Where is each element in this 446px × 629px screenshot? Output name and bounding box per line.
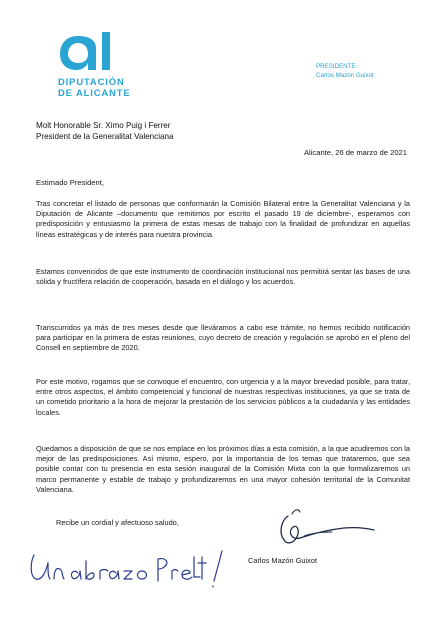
org-name-line2: DE ALICANTE bbox=[58, 87, 131, 98]
sender-role-name: Carlos Mazón Guixot bbox=[316, 72, 374, 79]
org-name-line1: DIPUTACIÓN bbox=[58, 76, 125, 87]
recipient-line2: President de la Generalitat Valenciana bbox=[36, 131, 174, 141]
handwritten-note-text: Un abrazo Presidente! bbox=[26, 541, 36, 542]
diputacion-logo-icon bbox=[58, 30, 128, 74]
org-name bbox=[58, 76, 131, 98]
handwritten-note-icon bbox=[26, 541, 236, 593]
letter-date: Alicante, 26 de marzo de 2021 bbox=[303, 148, 407, 157]
paragraph-2: Estamos convencidos de que este instrumento de coordinación institucional nos permitirá sentar las bases de una sólida y fructífera relación de cooperación, basada en el diálogo y los acuerdos. bbox=[36, 267, 410, 287]
sender-role: PRESIDENTE bbox=[316, 63, 356, 70]
recipient-block bbox=[36, 121, 174, 142]
recipient-line1: Molt Honorable Sr. Ximo Puig i Ferrer bbox=[36, 121, 171, 130]
paragraph-5: Quedamos a disposición de que se nos emplace en los próximos días a esta comisión, a la que acudiremos con la mejor de las predisposiciones. Así mismo, espero, por la importancia de los temas que trataremos, que sea posible contar con tu presencia en esta sesión inaugural de la Comisión Mixta con la que formalizaremos un marco permanente y estable de trabajo y profundizaremos en una mayor cohesión territorial de la Comunitat Valenciana. bbox=[36, 444, 410, 494]
sender-role-block bbox=[316, 62, 374, 80]
salutation: Estimado President, bbox=[36, 178, 104, 187]
paragraph-3: Transcurridos ya más de tres meses desde que lleváramos a cabo ese trámite, no hemos recibido notificación para participar en la primera de estas reuniones, cuyo decreto de creación y regulación se aprobó en el pleno del Consell en septiembre de 2020. bbox=[36, 323, 410, 353]
signature-icon bbox=[252, 506, 382, 558]
paragraph-1: Tras concretar el listado de personas que conformarán la Comisión Bilateral entre la Generalitat Valenciana y la Diputación de Alicante –documento que remitimos por escrito el pasado 19 de diciembre-, esperamos con predisposición y entusiasmo la primera de estas mesas de trabajo con la finalidad de profundizar en aquellas líneas estratégicas y de interés para nuestra provincia. bbox=[36, 199, 410, 239]
signature-name: Carlos Mazón Guixot bbox=[248, 556, 318, 565]
paragraph-4: Por este motivo, rogamos que se convoque el encuentro, con urgencia y a la mayor brevedad posible, para tratar, entre otros aspectos, el ámbito competencial y funcional de nuestras respectivas instituciones, ya que se trata de un cometido prioritario a la hora de mejorar la prestación de los servicios públicos a la ciudadanía y las entidades locales. bbox=[36, 377, 410, 417]
closing-line: Recibe un cordial y afectuoso saludo, bbox=[56, 518, 179, 527]
